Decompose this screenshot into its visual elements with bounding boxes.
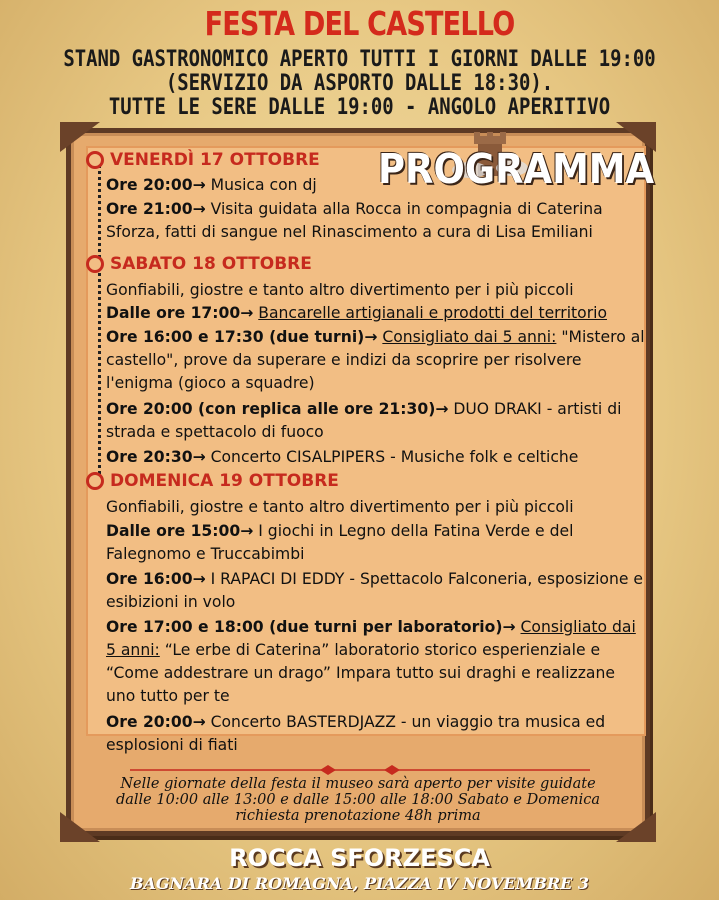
event-highlight: Bancarelle artigianali e prodotti del territorio <box>258 304 607 322</box>
day-header-friday <box>86 150 320 170</box>
event-highlight: Consigliato dai 5 anni: <box>382 328 557 346</box>
event-text: DUO DRAKI - artisti di strada e spettacolo di fuoco <box>106 400 622 441</box>
event-text: “Le erbe di Caterina” laboratorio storico esperienziale e “Come addestrare un drago” Impara tutto sui draghi e realizzane uno tutto per te <box>106 641 615 705</box>
event-text: I RAPACI DI EDDY - Spettacolo Falconeria, esposizione e esibizioni in volo <box>106 570 643 611</box>
event-highlight: Consigliato dai 5 anni: <box>106 618 636 659</box>
event-time: Ore 20:00 <box>106 176 193 194</box>
arrow-icon: → <box>435 400 449 418</box>
event-item <box>106 302 646 325</box>
event-item <box>106 446 646 469</box>
event-time: Ore 21:00 <box>106 200 193 218</box>
event-time: Ore 17:00 e 18:00 (due turni per laboratorio) <box>106 618 503 636</box>
day-label: SABATO 18 OTTOBRE <box>110 254 312 274</box>
event-item <box>106 398 646 444</box>
event-text: Gonfiabili, giostre e tanto altro divertimento per i più piccoli <box>106 281 574 299</box>
event-title: FESTA DEL CASTELLO <box>204 4 515 43</box>
event-text: Musica con dj <box>205 176 317 194</box>
event-time: Ore 16:00 e 17:30 (due turni) <box>106 328 365 346</box>
arrow-icon: → <box>192 570 206 588</box>
event-time: Ore 16:00 <box>106 570 193 588</box>
event-time: Ore 20:00 (con replica alle ore 21:30) <box>106 400 436 418</box>
event-item <box>106 279 646 302</box>
timeline-dot-icon <box>86 255 104 273</box>
event-text: Gonfiabili, giostre e tanto altro divertimento per i più piccoli <box>106 498 574 516</box>
event-text: Visita guidata alla Rocca in compagnia di Caterina Sforza, fatti di sangue nel Rinascimento a cura di Lisa Emiliani <box>106 200 603 241</box>
event-item <box>106 568 646 614</box>
arrow-icon: → <box>240 304 254 322</box>
event-item <box>106 198 646 244</box>
arrow-icon: → <box>364 328 378 346</box>
subheading-line-1: STAND GASTRONOMICO APERTO TUTTI I GIORNI DALLE 19:00 <box>63 47 656 72</box>
event-item <box>106 174 646 197</box>
arrow-icon: → <box>192 176 206 194</box>
ornament-divider-icon <box>130 765 590 775</box>
day-header-saturday <box>86 254 312 274</box>
day-label: VENERDÌ 17 OTTOBRE <box>110 150 320 170</box>
event-time: Dalle ore 17:00 <box>106 304 241 322</box>
event-time: Dalle ore 15:00 <box>106 522 241 540</box>
timeline-dotted-line <box>98 158 104 480</box>
event-item <box>106 520 646 566</box>
arrow-icon: → <box>192 713 206 731</box>
arrow-icon: → <box>192 200 206 218</box>
event-time: Ore 20:30 <box>106 448 193 466</box>
subheading-line-2: (SERVIZIO DA ASPORTO DALLE 18:30). <box>165 71 554 96</box>
venue-address: BAGNARA DI ROMAGNA, PIAZZA IV NOVEMBRE 3 <box>129 874 590 893</box>
event-item <box>106 711 646 757</box>
programma-heading: PROGRAMMA <box>378 145 655 193</box>
arrow-icon: → <box>192 448 206 466</box>
event-text: I giochi in Legno della Fatina Verde e del Falegnomo e Truccabimbi <box>106 522 574 563</box>
timeline-dot-icon <box>86 472 104 490</box>
event-item <box>106 616 646 708</box>
subheading-line-3: TUTTE LE SERE DALLE 19:00 - ANGOLO APERITIVO <box>108 95 611 120</box>
arrow-icon: → <box>240 522 254 540</box>
event-item <box>106 326 646 395</box>
event-subheading <box>50 48 668 120</box>
day-header-sunday <box>86 471 339 491</box>
event-text: Concerto CISALPIPERS - Musiche folk e celtiche <box>205 448 579 466</box>
timeline-dot-icon <box>86 151 104 169</box>
event-item <box>106 496 646 519</box>
venue-name: ROCCA SFORZESCA <box>229 844 490 872</box>
event-text: "Mistero al castello", prove da superare e indizi da scoprire per risolvere l'enigma (gioco a squadre) <box>106 328 645 392</box>
event-text: Concerto BASTERDJAZZ - un viaggio tra musica ed esplosioni di fiati <box>106 713 606 754</box>
day-label: DOMENICA 19 OTTOBRE <box>110 471 339 491</box>
event-time: Ore 20:00 <box>106 713 193 731</box>
museum-note: Nelle giornate della festa il museo sarà aperto per visite guidate dalle 10:00 alle 13:00 e dalle 15:00 alle 18:00 Sabato e Domenica richiesta prenotazione 48h prima <box>115 776 601 824</box>
arrow-icon: → <box>502 618 516 636</box>
